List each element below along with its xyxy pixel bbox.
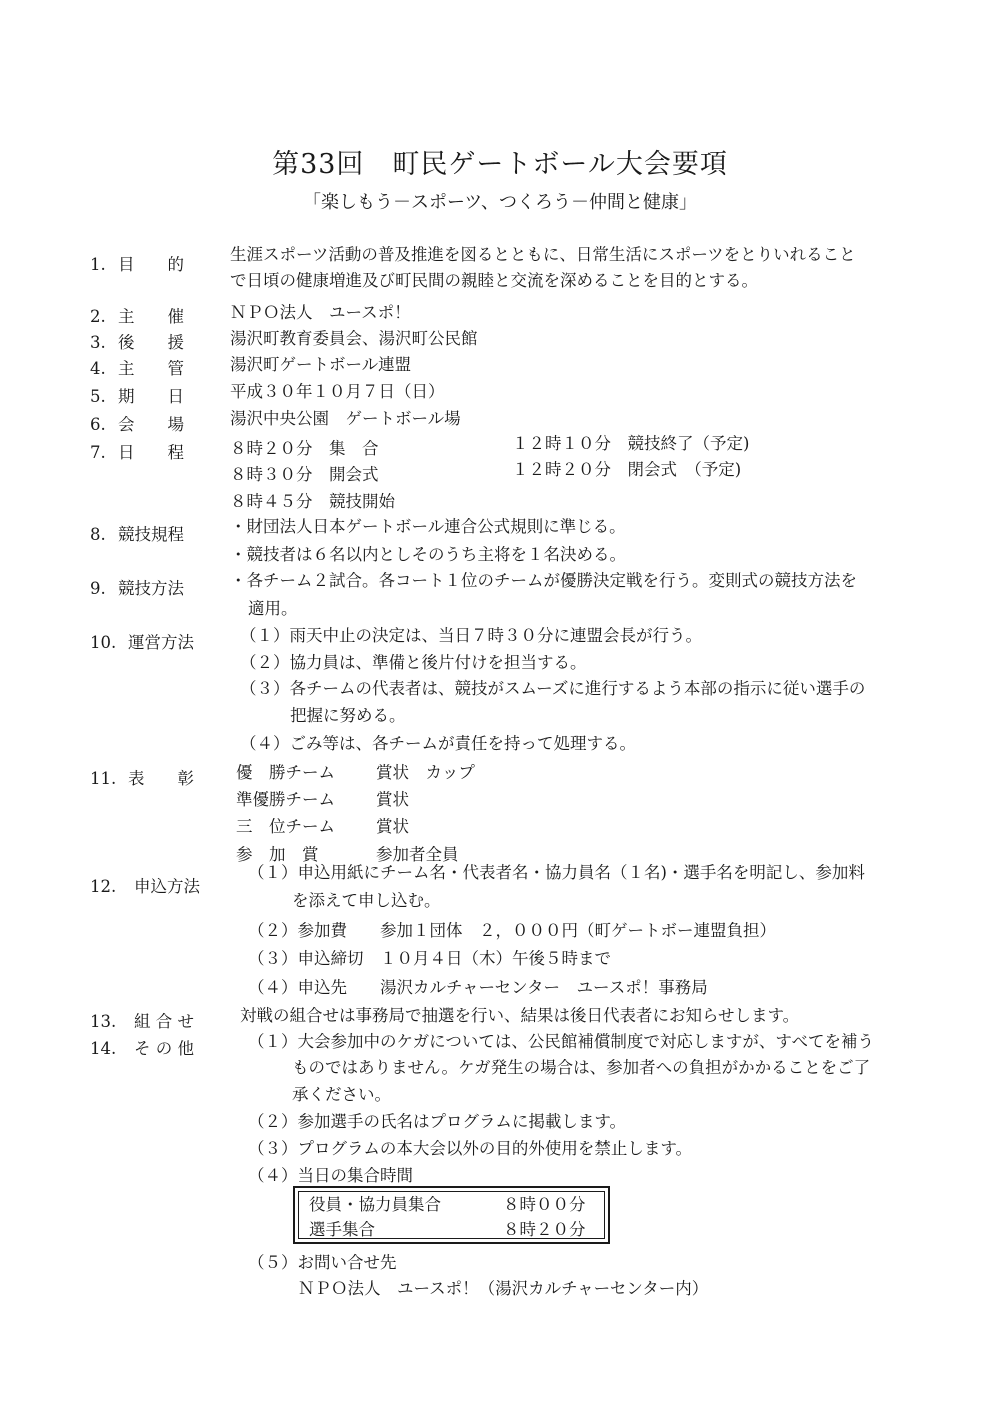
section-4-label: 主 管: [118, 359, 184, 378]
assembly-row-2-time: ８時２０分: [503, 1220, 586, 1239]
award-name-3: 三 位チーム: [236, 817, 335, 836]
contact-organization: ＮＰＯ法人 ユースポ！（湯沢カルチャーセンター内）: [298, 1279, 709, 1298]
section-12-number: 12.: [90, 877, 117, 896]
section-8-line-1: ・財団法人日本ゲートボール連合公式規則に準じる。: [230, 517, 626, 536]
schedule-right-2: １２時２０分 閉会式 （予定): [512, 460, 742, 479]
section-11-number: 11.: [90, 769, 117, 788]
section-9-line-2: 適用。: [248, 599, 298, 618]
section-1-label: 目 的: [118, 255, 184, 274]
section-10-line-5: （４）ごみ等は、各チームが責任を持って処理する。: [240, 734, 636, 753]
assembly-row-2-label: 選手集合: [309, 1220, 375, 1239]
section-3-text: 湯沢町教育委員会、湯沢町公民館: [230, 329, 478, 348]
award-prize-2: 賞状: [376, 790, 409, 809]
schedule-left-3: ８時４５分 競技開始: [230, 492, 395, 511]
section-10-line-1: （１）雨天中止の決定は、当日７時３０分に連盟会長が行う。: [240, 626, 702, 645]
section-10-label: 運営方法: [128, 633, 194, 652]
section-14-number: 14.: [90, 1039, 117, 1058]
section-4-number: 4.: [90, 359, 106, 378]
section-14-line-6: （４）当日の集合時間: [248, 1166, 413, 1185]
award-name-2: 準優勝チーム: [236, 790, 335, 809]
section-9-number: 9.: [90, 579, 106, 598]
section-1-line-1: 生涯スポーツ活動の普及推進を図るとともに、日常生活にスポーツをとりいれること: [230, 245, 856, 264]
section-8-number: 8.: [90, 525, 106, 544]
section-14-line-4: （２）参加選手の氏名はプログラムに掲載します。: [248, 1112, 627, 1131]
section-3-label: 後 援: [118, 333, 184, 352]
section-10-line-3: （３）各チームの代表者は、競技がスムーズに進行するよう本部の指示に従い選手の: [240, 679, 866, 698]
assembly-time-box: [293, 1186, 610, 1244]
section-2-text: ＮＰＯ法人 ユースポ！: [230, 303, 411, 322]
award-name-4: 参 加 賞: [236, 845, 319, 864]
section-13-number: 13.: [90, 1012, 117, 1031]
section-5-label: 期 日: [118, 387, 184, 406]
section-8-line-2: ・競技者は６名以内としそのうち主将を１名決める。: [230, 545, 626, 564]
section-10-number: 10.: [90, 633, 117, 652]
contact-heading: （５）お問い合せ先: [248, 1253, 397, 1272]
award-prize-4: 参加者全員: [376, 845, 459, 864]
section-6-text: 湯沢中央公園 ゲートボール場: [230, 409, 461, 428]
section-13-text: 対戦の組合せは事務局で抽選を行い、結果は後日代表者にお知らせします。: [240, 1006, 800, 1025]
section-12-line-1: （１）申込用紙にチーム名・代表者名・協力員名（１名)・選手名を明記し、参加料: [248, 863, 865, 882]
section-12-line-5: （４）申込先 湯沢カルチャーセンター ユースポ！事務局: [248, 978, 708, 997]
award-prize-1: 賞状 カップ: [376, 763, 475, 782]
page-subtitle: 「楽しもう－スポーツ、つくろう－仲間と健康」: [302, 192, 698, 213]
section-10-line-2: （２）協力員は、準備と後片付けを担当する。: [240, 653, 587, 672]
section-7-label: 日 程: [118, 443, 184, 462]
assembly-row-1-label: 役員・協力員集合: [309, 1195, 441, 1214]
section-6-number: 6.: [90, 415, 106, 434]
section-7-number: 7.: [90, 443, 106, 462]
section-2-label: 主 催: [118, 307, 184, 326]
section-14-line-2: ものではありません。ケガ発生の場合は、参加者への負担がかかることをご了: [292, 1058, 871, 1077]
section-6-label: 会 場: [118, 415, 184, 434]
section-12-line-3: （２）参加費 参加１団体 ２，０００円（町ゲートボー連盟負担）: [248, 921, 776, 940]
section-12-line-4: （３）申込締切 １０月４日（木）午後５時まで: [248, 949, 611, 968]
section-14-line-5: （３）プログラムの本大会以外の目的外使用を禁止します。: [248, 1139, 693, 1158]
section-14-line-3: 承ください。: [292, 1085, 391, 1104]
section-14-label: そ の 他: [134, 1039, 194, 1058]
schedule-right-1: １２時１０分 競技終了（予定): [512, 434, 750, 453]
section-1-line-2: で日頃の健康増進及び町民間の親睦と交流を深めることを目的とする。: [230, 271, 758, 290]
section-11-label: 表 彰: [128, 769, 194, 788]
section-9-label: 競技方法: [118, 579, 184, 598]
section-5-number: 5.: [90, 387, 106, 406]
section-12-line-2: を添えて申し込む。: [292, 891, 441, 910]
section-4-text: 湯沢町ゲートボール連盟: [230, 355, 412, 374]
section-1-number: 1.: [90, 255, 106, 274]
schedule-left-2: ８時３０分 開会式: [230, 465, 379, 484]
section-14-line-1: （１）大会参加中のケガについては、公民館補償制度で対応しますが、すべてを補う: [248, 1032, 875, 1051]
schedule-left-1: ８時２０分 集 合: [230, 439, 379, 458]
section-10-line-4: 把握に努める。: [290, 706, 406, 725]
section-3-number: 3.: [90, 333, 106, 352]
section-13-label: 組 合 せ: [134, 1012, 194, 1031]
section-2-number: 2.: [90, 307, 106, 326]
section-9-line-1: ・各チーム２試合。各コート１位のチームが優勝決定戦を行う。変則式の競技方法を: [230, 571, 857, 590]
award-prize-3: 賞状: [376, 817, 409, 836]
assembly-row-1-time: ８時００分: [503, 1195, 586, 1214]
section-12-label: 申込方法: [134, 877, 200, 896]
page-title: 第33回 町民ゲートボール大会要項: [272, 149, 728, 180]
section-5-text: 平成３０年１０月７日（日）: [230, 382, 445, 401]
award-name-1: 優 勝チーム: [236, 763, 335, 782]
section-8-label: 競技規程: [118, 525, 184, 544]
